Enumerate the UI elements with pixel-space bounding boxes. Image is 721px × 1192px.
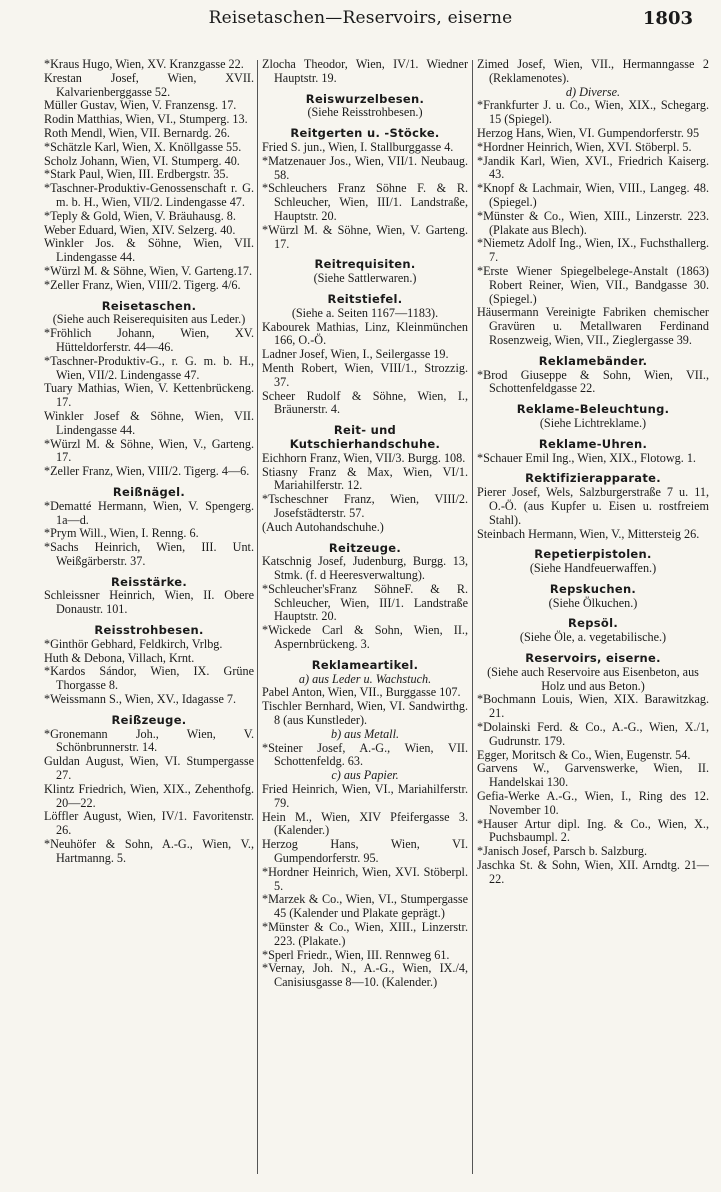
section-heading: Reklame-Beleuchtung.: [516, 402, 670, 417]
directory-entry: Herzog Hans, Wien, VI. Gumpendorferstr. 95.: [262, 837, 468, 866]
directory-entry: *Weissmann S., Wien, XV., Idagasse 7.: [44, 692, 237, 707]
directory-entry: Zlocha Theodor, Wien, IV/1. Wiedner Hauptstr. 19.: [262, 58, 468, 85]
directory-entry: *Neuhöfer & Sohn, A.-G., Wien, V., Hartmanng. 5.: [44, 837, 254, 865]
cross-reference-note: (Siehe Reisstrohbesen.): [307, 105, 423, 120]
directory-entry: *Gronemann Joh., Wien, V. Schönbrunnerstr. 14.: [44, 726, 254, 755]
directory-entry: *Würzl M. & Söhne, Wien, V. Garteng.17.: [44, 263, 253, 278]
directory-entry: Kabourek Mathias, Linz, Kleinmünchen 166, O.-Ö.: [262, 319, 468, 348]
column-right: [477, 58, 709, 1184]
directory-entry: Hein M., Wien, XIV Pfeifergasse 3. (Kalender.): [262, 809, 468, 838]
directory-entry: *Taschner-Produktiv-G., r. G. m. b. H., Wien, VII/2. Lindengasse 47.: [44, 353, 254, 382]
section-heading: Reklame-Uhren.: [538, 436, 648, 451]
directory-entry: Scheer Rudolf & Söhne, Wien, I., Bräunerstr. 4.: [262, 388, 468, 417]
directory-entry: *Vernay, Joh. N., A.-G., Wien, IX./4, Canisiusgasse 8—10. (Kalender.): [262, 961, 468, 990]
directory-entry: Klintz Friedrich, Wien, XIX., Zehenthofg. 20—22.: [44, 781, 254, 810]
directory-entry: Zimed Josef, Wien, VII., Hermanngasse 2 (Reklamenotes).: [477, 58, 709, 85]
directory-entry: *Hauser Artur dipl. Ing. & Co., Wien, X., Puchsbaumpl. 2.: [477, 816, 709, 845]
directory-entry: Gefia-Werke A.-G., Wien, I., Ring des 12. November 10.: [477, 789, 709, 817]
directory-entry: Huth & Debona, Villach, Krnt.: [44, 650, 195, 665]
directory-entry: *Hordner Heinrich, Wien, XVI. Stöberpl. 5.: [477, 139, 692, 154]
directory-entry: (Auch Autohandschuhe.): [262, 519, 384, 534]
directory-entry: Garvens W., Garvenswerke, Wien, II. Handelskai 130.: [477, 761, 709, 790]
section-heading: Reit- und Kutschierhandschuhe.: [289, 423, 441, 451]
page-number: 1803: [642, 8, 693, 29]
directory-entry: Schleissner Heinrich, Wien, II. Obere Donaustr. 101.: [44, 588, 254, 617]
subsection-label: d) Diverse.: [565, 84, 621, 99]
section-heading: Repskuchen.: [549, 581, 637, 596]
section-heading: Repsöl.: [567, 616, 619, 631]
directory-entry: Müller Gustav, Wien, V. Franzensg. 17.: [44, 98, 237, 113]
directory-entry: *Marzek & Co., Wien, VI., Stumpergasse 45 (Kalender und Plakate geprägt.): [262, 892, 468, 921]
directory-entry: Winkler Josef & Söhne, Wien, VII. Lindengasse 44.: [44, 408, 254, 437]
directory-entry: *Teply & Gold, Wien, V. Bräuhausg. 8.: [44, 208, 236, 223]
directory-entry: Katschnig Josef, Judenburg, Burgg. 13, Stmk. (f. d Heeresverwaltung).: [262, 554, 468, 583]
directory-entry: *Ginthör Gebhard, Feldkirch, Vrlbg.: [44, 636, 223, 651]
directory-entry: *Schleuchers Franz Söhne F. & R. Schleucher, Wien, III/1. Landstraße, Hauptstr. 20.: [262, 181, 468, 223]
directory-entry: Stiasny Franz & Max, Wien, VI/1. Mariahilferstr. 12.: [262, 464, 468, 493]
section-heading: Reitgerten u. -Stöcke.: [290, 126, 440, 141]
directory-entry: *Zeller Franz, Wien, VIII/2. Tigerg. 4—6.: [44, 464, 250, 479]
section-heading: Repetierpistolen.: [534, 547, 652, 562]
directory-entry: Pierer Josef, Wels, Salzburgerstraße 7 u. 11, O.-Ö. (aus Kupfer u. Eisen u. rostfreiem Stahl).: [477, 485, 709, 527]
directory-entry: Jaschka St. & Sohn, Wien, XII. Arndtg. 21—22.: [477, 858, 709, 886]
directory-entry: *Niemetz Adolf Ing., Wien, IX., Fuchsthallerg. 7.: [477, 236, 709, 265]
section-heading: Reklameartikel.: [311, 657, 419, 672]
directory-entry: *Brod Giuseppe & Sohn, Wien, VII., Schottenfeldgasse 22.: [477, 367, 709, 396]
directory-entry: *Kardos Sándor, Wien, IX. Grüne Thorgasse 8.: [44, 664, 254, 693]
directory-entry: Krestan Josef, Wien, XVII. Kalvarienberggasse 52.: [44, 70, 254, 99]
directory-entry: Häusermann Vereinigte Fabriken chemischer Gravüren u. Metallwaren Ferdinand Rosenzweig, Wien, VII., Zieglergasse 39.: [477, 305, 709, 347]
directory-entry: Weber Eduard, Wien, XIV. Selzerg. 40.: [44, 222, 236, 237]
directory-entry: *Schauer Emil Ing., Wien, XIX., Flotowg. 1.: [477, 450, 696, 465]
directory-entry: Löffler August, Wien, IV/1. Favoritenstr. 26.: [44, 809, 254, 838]
directory-entry: *Tscheschner Franz, Wien, VIII/2. Josefstädterstr. 57.: [262, 492, 468, 520]
cross-reference-note: (Siehe Ölkuchen.): [548, 595, 638, 610]
cross-reference-note: (Siehe a. Seiten 1167—1183).: [291, 305, 439, 320]
subsection-label: a) aus Leder u. Wachstuch.: [298, 671, 432, 686]
directory-entry: *Matzenauer Jos., Wien, VII/1. Neubaug. 58.: [262, 153, 468, 182]
directory-entry: *Jandik Karl, Wien, XVI., Friedrich Kaiserg. 43.: [477, 153, 709, 182]
directory-entry: *Wickede Carl & Sohn, Wien, II., Aspernbrückeng. 3.: [262, 623, 468, 652]
directory-entry: *Schleucher'sFranz SöhneF. & R. Schleucher, Wien, III/1. Landstraße Hauptstr. 20.: [262, 581, 468, 624]
cross-reference-note: (Siehe Lichtreklame.): [539, 415, 647, 430]
column-middle: [262, 58, 468, 1184]
column-divider: [257, 60, 258, 1174]
directory-entry: *Würzl M. & Söhne, Wien, V. Garteng. 17.: [262, 222, 468, 251]
directory-entry: *Zeller Franz, Wien, VIII/2. Tigerg. 4/6.: [44, 277, 241, 292]
directory-entry: Tischler Bernhard, Wien, VI. Sandwirthg. 8 (aus Kunstleder).: [262, 699, 468, 728]
directory-entry: *Würzl M. & Söhne, Wien, V., Garteng. 17.: [44, 436, 254, 465]
directory-entry: *Dematté Hermann, Wien, V. Spengerg. 1a—d.: [44, 498, 254, 527]
directory-entry: *Schätzle Karl, Wien, X. Knöllgasse 55.: [44, 139, 242, 154]
directory-entry: Guldan August, Wien, VI. Stumpergasse 27.: [44, 754, 254, 783]
subsection-label: b) aus Metall.: [330, 726, 400, 741]
directory-entry: *Prym Will., Wien, I. Renng. 6.: [44, 526, 199, 541]
directory-entry: Fried Heinrich, Wien, VI., Mariahilferstr. 79.: [262, 782, 468, 810]
section-heading: Reisstrohbesen.: [94, 623, 204, 638]
directory-entry: *Steiner Josef, A.-G., Wien, VII. Schottenfeldg. 63.: [262, 740, 468, 769]
section-heading: Reservoirs, eiserne.: [525, 651, 661, 666]
header-title: Reisetaschen—Reservoirs, eiserne: [208, 8, 513, 28]
section-heading: Reklamebänder.: [538, 353, 648, 368]
cross-reference-note: (Siehe auch Reservoire aus Eisenbeton, aus Holz und aus Beton.): [487, 664, 699, 693]
section-heading: Reißzeuge.: [111, 712, 187, 727]
section-heading: Reitstiefel.: [327, 291, 403, 306]
directory-entry: *Stark Paul, Wien, III. Erdbergstr. 35.: [44, 167, 229, 182]
directory-entry: Herzog Hans, Wien, VI. Gumpendorferstr. 95: [477, 125, 700, 140]
directory-entry: *Sperl Friedr., Wien, III. Rennweg 61.: [262, 947, 450, 962]
directory-entry: *Erste Wiener Spiegelbelege-Anstalt (1863) Robert Reiner, Wien, VII., Bandgasse 30. (Spiegel.): [477, 263, 709, 306]
directory-entry: Scholz Johann, Wien, VI. Stumperg. 40.: [44, 153, 240, 168]
directory-entry: *Münster & Co., Wien, XIII., Linzerstr. 223. (Plakate.): [262, 920, 468, 948]
directory-entry: *Janisch Josef, Parsch b. Salzburg.: [477, 844, 648, 859]
directory-entry: *Münster & Co., Wien, XIII., Linzerstr. 223. (Plakate aus Blech).: [477, 208, 709, 237]
running-header: [0, 6, 721, 36]
section-heading: Reitrequisiten.: [314, 257, 416, 272]
directory-entry: Winkler Jos. & Söhne, Wien, VII. Lindengasse 44.: [44, 236, 254, 265]
directory-entry: Pabel Anton, Wien, VII., Burggasse 107.: [262, 685, 461, 700]
section-heading: Reiswurzelbesen.: [305, 91, 425, 106]
column-left: [44, 58, 254, 1184]
directory-entry: Egger, Moritsch & Co., Wien, Eugenstr. 54.: [477, 747, 691, 762]
directory-entry: *Taschner-Produktiv-Genossenschaft r. G. m. b. H., Wien, VII/2. Lindengasse 47.: [44, 181, 254, 209]
directory-entry: Rodin Matthias, Wien, VI., Stumperg. 13.: [44, 112, 248, 127]
column-divider: [472, 60, 473, 1174]
directory-entry: *Bochmann Louis, Wien, XIX. Barawitzkag. 21.: [477, 692, 709, 721]
directory-entry: *Frankfurter J. u. Co., Wien, XIX., Schegarg. 15 (Spiegel).: [477, 98, 709, 127]
section-heading: Reisetaschen.: [101, 298, 197, 313]
directory-entry: *Kraus Hugo, Wien, XV. Kranzgasse 22.: [44, 58, 244, 71]
directory-entry: Eichhorn Franz, Wien, VII/3. Burgg. 108.: [262, 450, 466, 465]
directory-entry: Menth Robert, Wien, VIII/1., Strozzig. 37.: [262, 360, 468, 389]
cross-reference-note: (Siehe Öle, a. vegetabilische.): [519, 630, 667, 645]
directory-entry: *Dolainski Ferd. & Co., A.-G., Wien, X./1, Gudrunstr. 179.: [477, 720, 709, 748]
directory-entry: *Sachs Heinrich, Wien, III. Unt. Weißgärberstr. 37.: [44, 540, 254, 568]
section-heading: Reisstärke.: [110, 574, 188, 589]
section-heading: Rektifizierapparate.: [525, 471, 661, 486]
directory-entry: Fried S. jun., Wien, I. Stallburggasse 4.: [262, 139, 454, 154]
cross-reference-note: (Siehe Sattlerwaren.): [313, 271, 417, 286]
directory-entry: *Knopf & Lachmair, Wien, VIII., Langeg. 48. (Spiegel.): [477, 181, 709, 209]
section-heading: Reißnägel.: [112, 484, 186, 499]
directory-entry: Tuary Mathias, Wien, V. Kettenbrückeng. 17.: [44, 381, 254, 410]
cross-reference-note: (Siehe Handfeuerwaffen.): [529, 561, 657, 576]
directory-entry: Steinbach Hermann, Wien, V., Mittersteig 26.: [477, 526, 700, 541]
directory-entry: *Hordner Heinrich, Wien, XVI. Stöberpl. 5.: [262, 864, 468, 893]
directory-entry: Roth Mendl, Wien, VII. Bernardg. 26.: [44, 125, 230, 140]
directory-entry: Ladner Josef, Wien, I., Seilergasse 19.: [262, 347, 449, 362]
cross-reference-note: (Siehe auch Reiserequisiten aus Leder.): [52, 312, 246, 327]
section-heading: Reitzeuge.: [328, 540, 402, 555]
subsection-label: c) aus Papier.: [331, 768, 399, 783]
directory-entry: *Fröhlich Johann, Wien, XV. Hütteldorferstr. 44—46.: [44, 326, 254, 354]
